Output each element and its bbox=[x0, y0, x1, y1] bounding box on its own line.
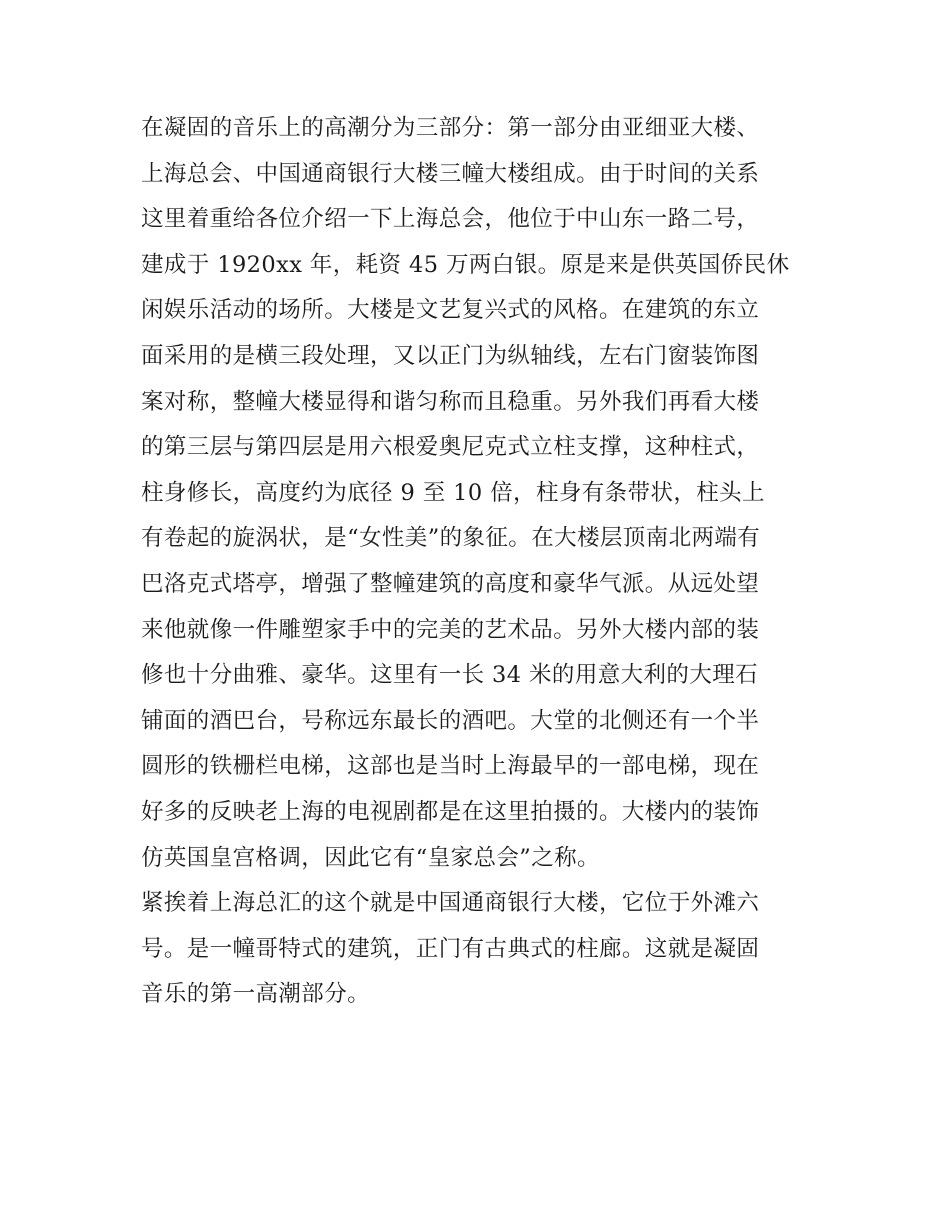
text-line: 上海总会、中国通商银行大楼三幢大楼组成。由于时间的关系 bbox=[141, 160, 760, 187]
text-line: 巴洛克式塔亭，增强了整幢建筑的高度和豪华气派。从远处望 bbox=[141, 570, 760, 597]
text-line: 建成于 1920xx 年，耗资 45 万两白银。原是来是供英国侨民休 bbox=[141, 251, 790, 278]
text-line: 案对称，整幢大楼显得和谐匀称而且稳重。另外我们再看大楼 bbox=[141, 388, 760, 415]
text-line: 有卷起的旋涡状，是“女性美”的象征。在大楼层顶南北两端有 bbox=[141, 525, 761, 552]
text-line: 这里着重给各位介绍一下上海总会，他位于中山东一路二号， bbox=[141, 206, 760, 233]
text-line: 面采用的是横三段处理，又以正门为纵轴线，左右门窗装饰图 bbox=[141, 342, 760, 369]
text-line: 在凝固的音乐上的高潮分为三部分：第一部分由亚细亚大楼、 bbox=[141, 115, 760, 141]
text-line: 号。是一幢哥特式的建筑，正门有古典式的柱廊。这就是凝固 bbox=[141, 935, 760, 962]
text-line: 来他就像一件雕塑家手中的完美的艺术品。另外大楼内部的装 bbox=[141, 616, 760, 643]
text-line: 音乐的第一高潮部分。 bbox=[141, 981, 371, 1008]
paragraph-bank-building bbox=[141, 881, 817, 1018]
text-line: 修也十分曲雅、豪华。这里有一长 34 米的用意大利的大理石 bbox=[141, 662, 759, 689]
text-line: 仿英国皇宫格调，因此它有“皇家总会”之称。 bbox=[141, 844, 600, 871]
text-line: 铺面的酒巴台，号称远东最长的酒吧。大堂的北侧还有一个半 bbox=[141, 707, 760, 734]
text-line: 的第三层与第四层是用六根爱奥尼克式立柱支撑，这种柱式， bbox=[141, 434, 760, 461]
text-line: 圆形的铁栅栏电梯，这部也是当时上海最早的一部电梯，现在 bbox=[141, 753, 760, 780]
paragraph-shanghai-club bbox=[141, 106, 817, 881]
text-line: 柱身修长，高度约为底径 9 至 10 倍，柱身有条带状，柱头上 bbox=[141, 479, 765, 506]
document-body bbox=[141, 106, 817, 1018]
text-line: 闲娱乐活动的场所。大楼是文艺复兴式的风格。在建筑的东立 bbox=[141, 297, 760, 324]
text-line: 好多的反映老上海的电视剧都是在这里拍摄的。大楼内的装饰 bbox=[141, 798, 760, 825]
text-line: 紧挨着上海总汇的这个就是中国通商银行大楼，它位于外滩六 bbox=[141, 890, 760, 917]
